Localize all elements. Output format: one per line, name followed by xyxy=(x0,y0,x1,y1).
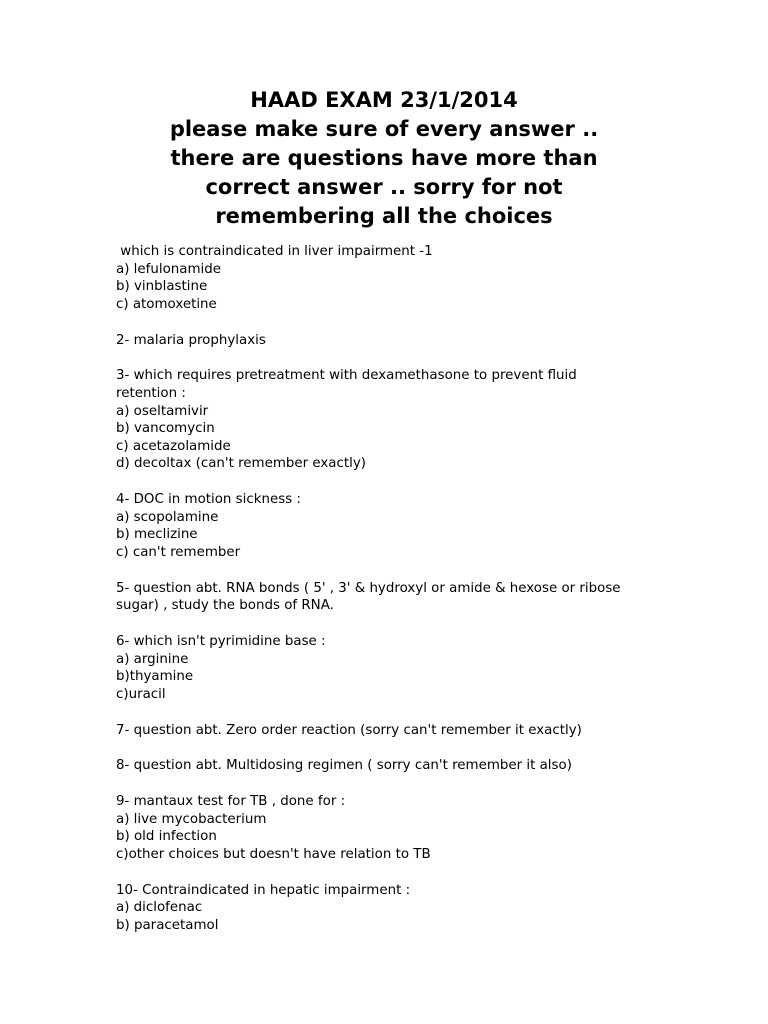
title-line: there are questions have more than xyxy=(170,146,598,170)
question-8 xyxy=(116,757,676,775)
answer-option: c) atomoxetine xyxy=(116,296,217,312)
question-text: 6- which isn't pyrimidine base : xyxy=(116,634,326,650)
question-list xyxy=(116,243,676,935)
answer-option: b) vinblastine xyxy=(116,279,208,295)
question-9 xyxy=(116,793,676,863)
question-5 xyxy=(116,580,676,615)
question-text: retention : xyxy=(116,385,186,401)
question-1 xyxy=(116,243,676,313)
question-text: 5- question abt. RNA bonds ( 5' , 3' & hydroxyl or amide & hexose or ribose xyxy=(116,580,621,596)
title-line: correct answer .. sorry for not xyxy=(205,175,563,199)
question-4 xyxy=(116,491,676,561)
question-text: 3- which requires pretreatment with dexamethasone to prevent fluid xyxy=(116,368,577,384)
question-text: 7- question abt. Zero order reaction (sorry can't remember it exactly) xyxy=(116,722,582,738)
answer-option: c)other choices but doesn't have relation to TB xyxy=(116,846,431,862)
answer-option: b) meclizine xyxy=(116,527,198,543)
question-text: which is contraindicated in liver impairment -1 xyxy=(116,244,433,259)
answer-option: c) acetazolamide xyxy=(116,438,231,454)
answer-option: b)thyamine xyxy=(116,669,194,685)
answer-option: b) old infection xyxy=(116,829,217,845)
answer-option: a) oseltamivir xyxy=(116,403,209,419)
question-text: 4- DOC in motion sickness : xyxy=(116,492,301,508)
question-7 xyxy=(116,722,676,740)
question-text: 9- mantaux test for TB , done for : xyxy=(116,794,346,810)
answer-option: a) lefulonamide xyxy=(116,261,221,277)
answer-option: a) live mycobacterium xyxy=(116,811,267,827)
question-2 xyxy=(116,332,676,350)
question-text: 2- malaria prophylaxis xyxy=(116,332,266,348)
question-text: 8- question abt. Multidosing regimen ( sorry can't remember it also) xyxy=(116,758,572,774)
question-text: 10- Contraindicated in hepatic impairment : xyxy=(116,882,411,898)
question-6 xyxy=(116,633,676,703)
answer-option: a) scopolamine xyxy=(116,509,219,525)
answer-option: b) vancomycin xyxy=(116,421,215,437)
question-text: sugar) , study the bonds of RNA. xyxy=(116,598,334,614)
document-title xyxy=(84,86,684,231)
answer-option: c)uracil xyxy=(116,686,166,702)
title-line: remembering all the choices xyxy=(215,204,553,228)
answer-option: d) decoltax (can't remember exactly) xyxy=(116,456,366,472)
answer-option: b) paracetamol xyxy=(116,917,219,933)
answer-option: a) arginine xyxy=(116,651,189,667)
answer-option: c) can't remember xyxy=(116,544,241,560)
question-10 xyxy=(116,882,676,935)
answer-option: a) diclofenac xyxy=(116,900,203,916)
question-3 xyxy=(116,367,676,473)
title-line: please make sure of every answer .. xyxy=(169,117,599,141)
title-line: HAAD EXAM 23/1/2014 xyxy=(250,88,518,112)
